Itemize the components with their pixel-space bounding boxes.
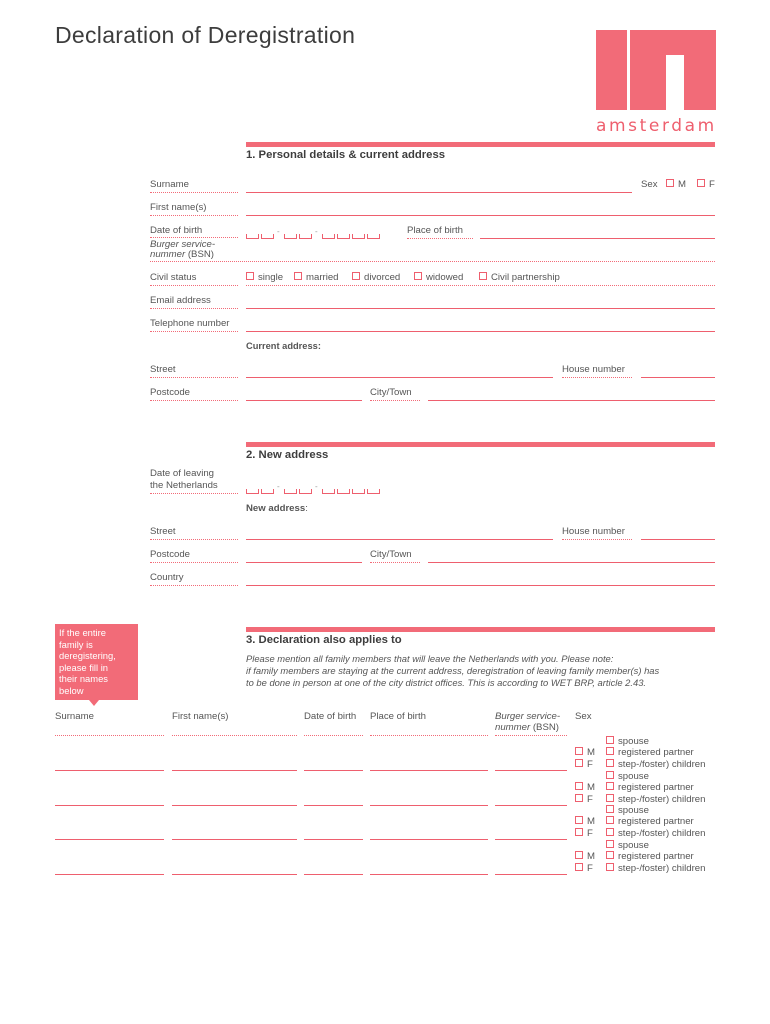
- checkbox-icon[interactable]: [666, 179, 674, 187]
- col-bsn: Burger service-: [495, 711, 561, 722]
- checkbox-icon[interactable]: [606, 782, 614, 790]
- civil-widowed-option[interactable]: widowed: [414, 272, 463, 283]
- relation-partner[interactable]: registered partner: [606, 851, 694, 862]
- pob-field[interactable]: [370, 874, 488, 875]
- sex-f-option[interactable]: F: [575, 863, 593, 874]
- family-row: [0, 771, 770, 806]
- checkbox-icon[interactable]: [479, 272, 487, 280]
- surname-label: Surname: [150, 179, 189, 190]
- first-names-field[interactable]: [246, 215, 715, 216]
- family-row: [0, 736, 770, 771]
- sex-m-option[interactable]: M: [575, 816, 595, 827]
- checkbox-icon[interactable]: [575, 828, 583, 836]
- family-row: [0, 805, 770, 840]
- postcode-field[interactable]: [246, 400, 362, 401]
- surname-field[interactable]: [246, 192, 632, 193]
- checkbox-icon[interactable]: [606, 863, 614, 871]
- civil-status-label: Civil status: [150, 272, 197, 283]
- checkbox-icon[interactable]: [606, 736, 614, 744]
- postcode-label: Postcode: [150, 387, 191, 398]
- relation-spouse[interactable]: spouse: [606, 840, 649, 851]
- surname-field[interactable]: [55, 874, 164, 875]
- new-address-label: New address:: [246, 503, 308, 514]
- new-postcode-field[interactable]: [246, 562, 362, 563]
- sex-m-option[interactable]: M: [575, 851, 595, 862]
- place-of-birth-label: Place of birth: [407, 225, 463, 236]
- sex-m-option[interactable]: M: [666, 179, 686, 190]
- dob-digit-boxes[interactable]: - -: [246, 234, 386, 242]
- checkbox-icon[interactable]: [606, 840, 614, 848]
- relation-children[interactable]: step-/foster) children: [606, 794, 705, 805]
- checkbox-icon[interactable]: [575, 782, 583, 790]
- section-2-title: 2. New address: [246, 449, 329, 461]
- phone-field[interactable]: [246, 331, 715, 332]
- relation-spouse[interactable]: spouse: [606, 805, 649, 816]
- col-first-names: First name(s): [172, 711, 229, 722]
- checkbox-icon[interactable]: [352, 272, 360, 280]
- street-label: Street: [150, 364, 176, 375]
- checkbox-icon[interactable]: [294, 272, 302, 280]
- dob-field[interactable]: [304, 874, 363, 875]
- country-label: Country: [150, 572, 184, 583]
- relation-children[interactable]: step-/foster) children: [606, 828, 705, 839]
- first-names-label: First name(s): [150, 202, 207, 213]
- col-pob: Place of birth: [370, 711, 426, 722]
- bsn-field[interactable]: [150, 261, 715, 262]
- email-label: Email address: [150, 295, 211, 306]
- checkbox-icon[interactable]: [575, 747, 583, 755]
- sex-f-option[interactable]: F: [697, 179, 715, 190]
- house-number-field[interactable]: [641, 377, 715, 378]
- checkbox-icon[interactable]: [606, 851, 614, 859]
- sex-m-option[interactable]: M: [575, 782, 595, 793]
- relation-spouse[interactable]: spouse: [606, 736, 649, 747]
- new-city-label: City/Town: [370, 549, 412, 560]
- new-city-field[interactable]: [428, 562, 715, 563]
- page-title: Declaration of Deregistration: [55, 22, 356, 48]
- new-postcode-label: Postcode: [150, 549, 191, 560]
- checkbox-icon[interactable]: [246, 272, 254, 280]
- checkbox-icon[interactable]: [606, 794, 614, 802]
- checkbox-icon[interactable]: [606, 747, 614, 755]
- city-label: City/Town: [370, 387, 412, 398]
- checkbox-icon[interactable]: [606, 805, 614, 813]
- new-street-field[interactable]: [246, 539, 553, 540]
- checkbox-icon[interactable]: [575, 863, 583, 871]
- col-sex: Sex: [575, 711, 592, 722]
- relation-partner[interactable]: registered partner: [606, 747, 694, 758]
- current-address-label: Current address:: [246, 341, 321, 351]
- phone-label: Telephone number: [150, 318, 230, 329]
- col-dob: Date of birth: [304, 711, 357, 722]
- country-field[interactable]: [246, 585, 715, 586]
- relation-children[interactable]: step-/foster) children: [606, 759, 705, 770]
- bsn-field[interactable]: [495, 874, 567, 875]
- sex-f-option[interactable]: F: [575, 828, 593, 839]
- checkbox-icon[interactable]: [606, 759, 614, 767]
- col-surname: Surname: [55, 711, 94, 722]
- section-1-bar: [246, 142, 715, 147]
- place-of-birth-field[interactable]: [480, 238, 715, 239]
- family-note: Please mention all family members that will leave the Netherlands with you. Please note: if family members are staying at the current address, deregistration of leaving family member(s) has to be done in person at one of the city district offices. This is according to WET BRP, article 2.43.: [246, 653, 660, 688]
- email-field[interactable]: [246, 308, 715, 309]
- civil-partnership-option[interactable]: Civil partnership: [479, 272, 560, 283]
- sex-f-option[interactable]: F: [575, 759, 593, 770]
- checkbox-icon[interactable]: [606, 816, 614, 824]
- relation-children[interactable]: step-/foster) children: [606, 863, 705, 874]
- street-field[interactable]: [246, 377, 553, 378]
- dob-label: Date of birth: [150, 225, 203, 236]
- new-house-number-field[interactable]: [641, 539, 715, 540]
- new-street-label: Street: [150, 526, 176, 537]
- section-3-title: 3. Declaration also applies to: [246, 634, 402, 646]
- checkbox-icon[interactable]: [697, 179, 705, 187]
- city-field[interactable]: [428, 400, 715, 401]
- house-number-label: House number: [562, 364, 625, 375]
- family-row: [0, 840, 770, 875]
- civil-married-option[interactable]: married: [294, 272, 339, 283]
- relation-spouse[interactable]: spouse: [606, 771, 649, 782]
- date-leaving-label: Date of leaving: [150, 468, 214, 479]
- amsterdam-logo: [596, 30, 716, 110]
- section-2-bar: [246, 442, 715, 447]
- checkbox-icon[interactable]: [606, 771, 614, 779]
- relation-partner[interactable]: registered partner: [606, 782, 694, 793]
- checkbox-icon[interactable]: [575, 851, 583, 859]
- new-house-number-label: House number: [562, 526, 625, 537]
- first-names-field[interactable]: [172, 874, 297, 875]
- logo-wordmark: amsterdam: [596, 116, 717, 136]
- sex-label: Sex: [641, 179, 658, 190]
- sex-f-option[interactable]: F: [575, 794, 593, 805]
- bsn-label: Burger service-: [150, 239, 216, 250]
- checkbox-icon[interactable]: [575, 816, 583, 824]
- relation-partner[interactable]: registered partner: [606, 816, 694, 827]
- checkbox-icon[interactable]: [575, 794, 583, 802]
- section-3-bar: [246, 627, 715, 632]
- civil-single-option[interactable]: single: [246, 272, 283, 283]
- checkbox-icon[interactable]: [575, 759, 583, 767]
- civil-divorced-option[interactable]: divorced: [352, 272, 400, 283]
- section-1-title: 1. Personal details & current address: [246, 149, 446, 161]
- checkbox-icon[interactable]: [606, 828, 614, 836]
- date-leaving-digit-boxes[interactable]: - -: [246, 489, 386, 497]
- family-callout: If the entire family is deregistering, please fill in their names below: [55, 624, 138, 700]
- checkbox-icon[interactable]: [414, 272, 422, 280]
- sex-m-option[interactable]: M: [575, 747, 595, 758]
